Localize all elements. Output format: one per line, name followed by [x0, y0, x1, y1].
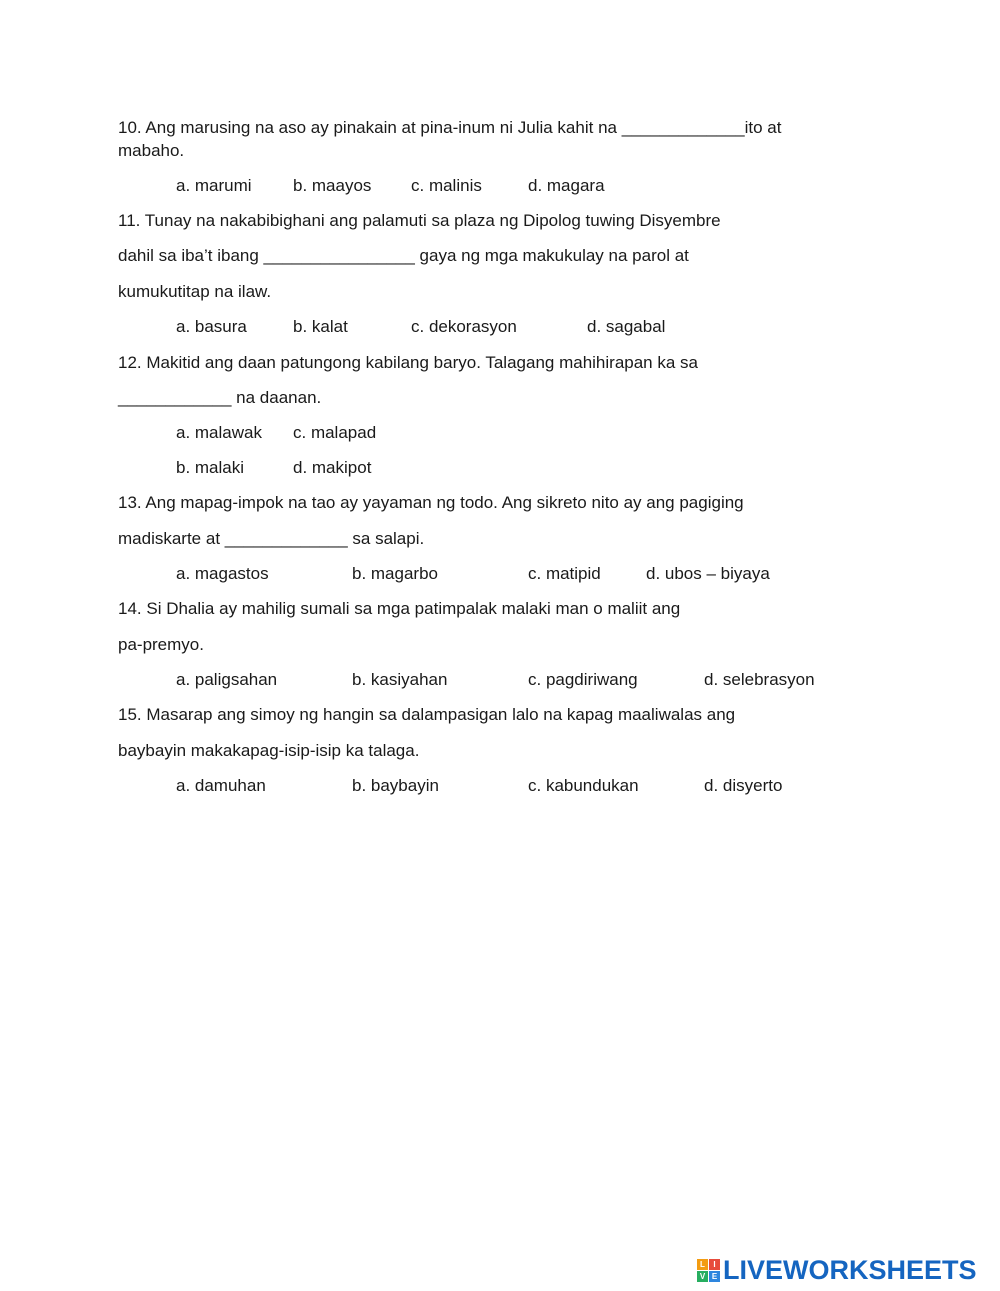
q14-text-line2: pa-premyo.	[118, 635, 204, 654]
logo-block-v: V	[697, 1271, 708, 1282]
q13-text-line1: 13. Ang mapag-impok na tao ay yayaman ng todo. Ang sikreto nito ay ang pagiging	[118, 493, 744, 512]
q15-text-line2: baybayin makakapag-isip-isip ka talaga.	[118, 741, 420, 760]
q11-option-b[interactable]: b. kalat	[293, 317, 348, 336]
q13-option-a[interactable]: a. magastos	[176, 564, 269, 583]
q11-text-line3: kumukutitap na ilaw.	[118, 282, 272, 301]
q10-option-c[interactable]: c. malinis	[411, 176, 482, 195]
logo-block-l: L	[697, 1259, 708, 1270]
q13-option-d[interactable]: d. ubos – biyaya	[646, 564, 770, 583]
q12-text-line2: ____________ na daanan.	[118, 388, 322, 407]
q10-text-line1: 10. Ang marusing na aso ay pinakain at pina-inum ni Julia kahit na _____________ito at	[118, 118, 782, 137]
q15-option-c[interactable]: c. kabundukan	[528, 776, 639, 795]
q13-option-c[interactable]: c. matipid	[528, 564, 601, 583]
q14-option-b[interactable]: b. kasiyahan	[352, 670, 448, 689]
q10-option-a[interactable]: a. marumi	[176, 176, 252, 195]
q10-option-d[interactable]: d. magara	[528, 176, 605, 195]
q13-option-b[interactable]: b. magarbo	[352, 564, 438, 583]
q11-option-d[interactable]: d. sagabal	[587, 317, 666, 336]
q14-option-d[interactable]: d. selebrasyon	[704, 670, 815, 689]
liveworksheets-logo	[697, 1257, 977, 1283]
logo-text: LIVEWORKSHEETS	[723, 1255, 977, 1285]
q14-option-a[interactable]: a. paligsahan	[176, 670, 278, 689]
q13-text-line2: madiskarte at _____________ sa salapi.	[118, 529, 425, 548]
q12-option-d[interactable]: d. makipot	[293, 458, 372, 477]
q15-option-a[interactable]: a. damuhan	[176, 776, 266, 795]
q15-option-d[interactable]: d. disyerto	[704, 776, 783, 795]
q10-option-b[interactable]: b. maayos	[293, 176, 372, 195]
q12-option-b[interactable]: b. malaki	[176, 458, 245, 477]
q11-option-c[interactable]: c. dekorasyon	[411, 317, 517, 336]
logo-blocks-icon	[697, 1259, 720, 1282]
q12-text-line1: 12. Makitid ang daan patungong kabilang baryo. Talagang mahihirapan ka sa	[118, 353, 698, 372]
q10-text-line2: mabaho.	[118, 141, 185, 160]
q14-option-c[interactable]: c. pagdiriwang	[528, 670, 638, 689]
q11-option-a[interactable]: a. basura	[176, 317, 247, 336]
q11-text-line1: 11. Tunay na nakabibighani ang palamuti sa plaza ng Dipolog tuwing Disyembre	[118, 211, 721, 230]
q15-option-b[interactable]: b. baybayin	[352, 776, 439, 795]
q14-text-line1: 14. Si Dhalia ay mahilig sumali sa mga patimpalak malaki man o maliit ang	[118, 599, 681, 618]
logo-block-i: I	[709, 1259, 720, 1270]
q15-text-line1: 15. Masarap ang simoy ng hangin sa dalampasigan lalo na kapag maaliwalas ang	[118, 705, 736, 724]
q11-text-line2: dahil sa iba’t ibang ________________ gaya ng mga makukulay na parol at	[118, 246, 689, 265]
logo-block-e: E	[709, 1271, 720, 1282]
q12-option-c[interactable]: c. malapad	[293, 423, 377, 442]
q12-option-a[interactable]: a. malawak	[176, 423, 262, 442]
